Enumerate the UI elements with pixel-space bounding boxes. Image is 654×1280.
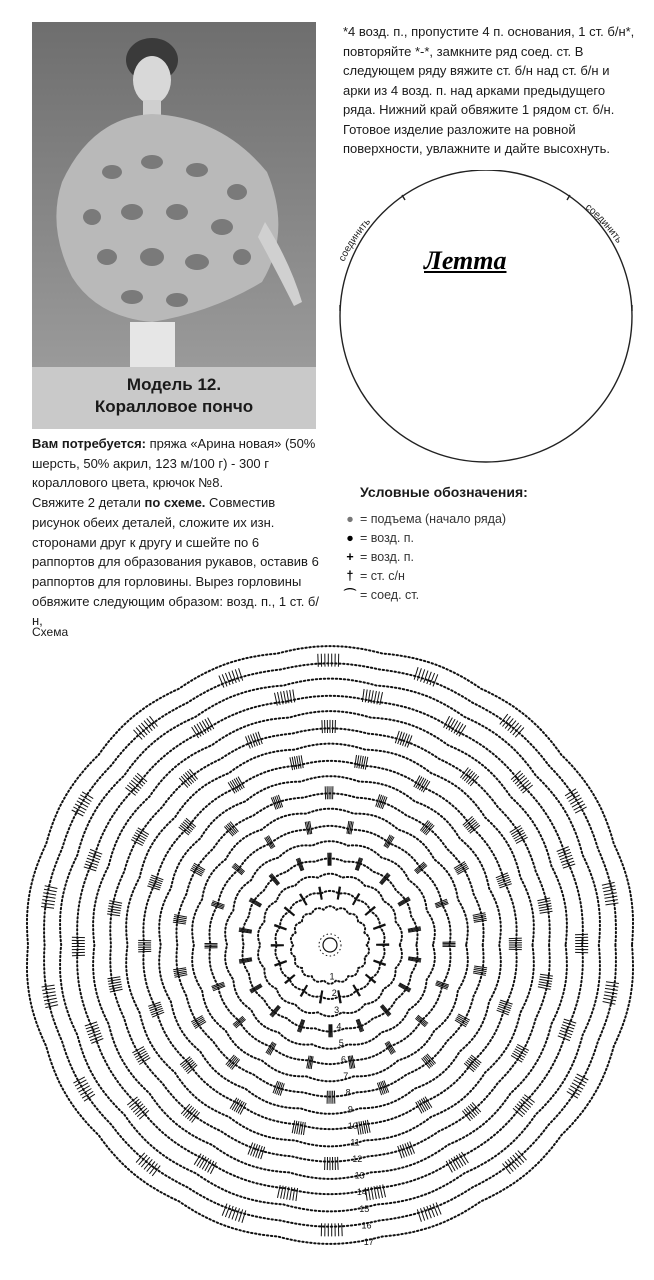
instructions-part-b: Совместив рисунок обеих деталей, сложите их изн. сторонами друг к другу и сшейте по 6 раппортов для образования рукавов, оставив 6 раппортов для горловины. Вырез горловины обвяжите следующим образом: возд. п., 1 ст. б/н, xyxy=(32,495,319,629)
legend-item xyxy=(340,548,506,567)
chain-ring xyxy=(77,696,583,1194)
legend-symbol-icon: ⌒ xyxy=(343,588,357,602)
chain-ring xyxy=(126,744,534,1147)
row-number: 16 xyxy=(361,1220,372,1231)
chain-ring xyxy=(225,841,435,1049)
row-number: 12 xyxy=(352,1154,363,1165)
schema-label: Схема xyxy=(32,625,69,639)
assembly-circle-diagram xyxy=(330,170,640,470)
chain-ring xyxy=(243,858,418,1031)
materials-and-instructions xyxy=(32,434,324,631)
row-number: 15 xyxy=(359,1203,370,1214)
poncho-photo-illustration xyxy=(32,22,316,367)
row-number: 5 xyxy=(338,1037,344,1048)
chain-ring xyxy=(44,663,616,1226)
row-number: 8 xyxy=(345,1087,351,1098)
stitch-group-ring xyxy=(173,786,487,1103)
crochet-schema xyxy=(10,640,650,1250)
chain-ring xyxy=(27,646,633,1244)
model-caption xyxy=(32,367,316,429)
row-number: 13 xyxy=(354,1170,365,1181)
stitch-group-ring xyxy=(138,755,522,1135)
continued-instructions: *4 возд. п., пропустите 4 п. основания, 1 ст. б/н*, повторяйте *-*, замкните ряд соед. ст. В следующем ряду вяжите ст. б/н над ст. б/н и арки из 4 возд. п. над арками предыдущего ряда. Нижний край обвяжите 1 рядом ст. б/н. Готовое изделие разложите на ровной поверхности, увлажните и дайте высохнуть. xyxy=(343,24,635,156)
instructions-bold: по схеме. xyxy=(144,495,206,511)
materials-text: пряжа «Арина новая» (50% шерсть, 50% акрил, 123 м/100 г) - 300 г кораллового цвета, крючок №8. xyxy=(32,436,316,491)
legend-symbol-icon: ● xyxy=(346,531,354,545)
row-number: 2 xyxy=(331,988,337,999)
row-number: 9 xyxy=(347,1104,353,1115)
row-number: 4 xyxy=(336,1021,342,1032)
row-number: 7 xyxy=(343,1071,349,1082)
materials-label: Вам потребуется: xyxy=(32,436,146,451)
model-subtitle: Коралловое пончо xyxy=(94,397,254,416)
model-photo xyxy=(32,22,316,367)
stitch-group-ring xyxy=(107,720,553,1170)
model-title: Модель 12. xyxy=(126,375,222,394)
join-label-right: соединить xyxy=(583,201,625,246)
legend-text: = соед. ст. xyxy=(360,588,420,602)
row-number: 11 xyxy=(350,1137,360,1148)
legend-text: = ст. с/н xyxy=(360,569,405,583)
legend-symbol-icon: † xyxy=(346,569,354,583)
row-number: 3 xyxy=(334,1004,340,1015)
legend-list xyxy=(340,510,506,605)
stitch-group-ring xyxy=(271,887,389,1004)
chain-ring xyxy=(177,793,484,1096)
svg-text:соединить xyxy=(583,202,624,245)
center-ring-dots xyxy=(319,934,341,956)
watermark-text: Летта xyxy=(424,246,507,275)
legend-symbol-icon: + xyxy=(346,550,354,564)
row-number: 1 xyxy=(329,971,335,982)
legend-title: Условные обозначения: xyxy=(360,484,528,500)
legend-item xyxy=(340,510,506,529)
row-number: 10 xyxy=(347,1120,358,1131)
join-label-left: соединить xyxy=(336,216,374,264)
legend-item xyxy=(340,586,506,605)
legend-item xyxy=(340,529,506,548)
chain-ring xyxy=(192,809,468,1082)
legend-item xyxy=(340,567,506,586)
row-number: 17 xyxy=(363,1237,374,1247)
legend-text: = возд. п. xyxy=(360,531,415,545)
stitch-group-ring xyxy=(239,853,422,1038)
legend-text: = подъема (начало ряда) xyxy=(360,512,507,526)
svg-text:соединить xyxy=(337,217,373,264)
legend-text: = возд. п. xyxy=(360,550,415,564)
center-ring xyxy=(323,938,337,952)
legend-symbol-icon: ● xyxy=(346,512,354,526)
instructions-part-a: Свяжите 2 детали xyxy=(32,495,145,511)
chain-ring xyxy=(143,761,516,1129)
row-number: 6 xyxy=(340,1054,347,1065)
row-number: 14 xyxy=(356,1187,367,1198)
chain-ring xyxy=(93,711,567,1179)
